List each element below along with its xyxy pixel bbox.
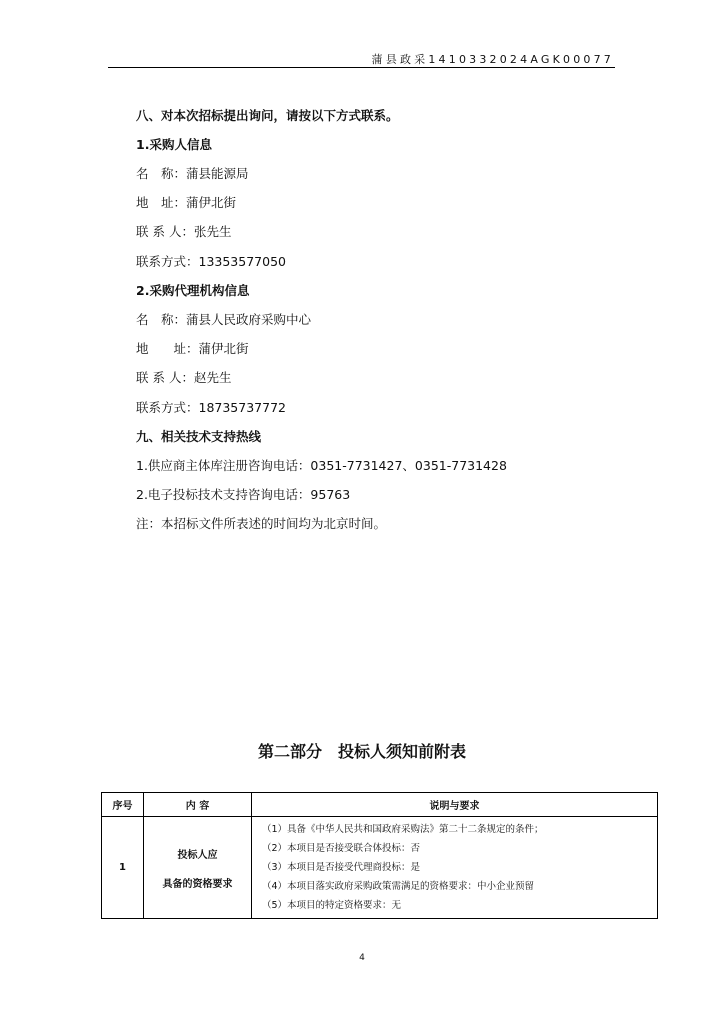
tech-support-hotline: 2.电子投标技术支持咨询电话：95763 [136, 487, 351, 502]
purchaser-address: 地 址：蒲伊北街 [136, 195, 237, 210]
registration-hotline: 1.供应商主体库注册咨询电话：0351-7731427、0351-7731428 [136, 458, 507, 473]
page-number: 4 [359, 953, 365, 963]
header-rule [108, 67, 615, 68]
row-seq: 1 [102, 817, 144, 919]
requirement-1: （1）具备《中华人民共和国政府采购法》第二十二条规定的条件； [262, 824, 544, 835]
purchaser-heading: 1.采购人信息 [136, 137, 212, 152]
requirement-4: （4）本项目落实政府采购政策需满足的资格要求：中小企业预留 [262, 881, 535, 892]
row-content-line2: 具备的资格要求 [162, 878, 233, 890]
agency-name: 名 称：蒲县人民政府采购中心 [136, 312, 312, 327]
purchaser-phone: 联系方式：13353577050 [136, 254, 286, 269]
section9-heading: 九、相关技术支持热线 [136, 429, 262, 444]
purchaser-contact: 联 系 人：张先生 [136, 224, 232, 239]
part-title: 第二部分 投标人须知前附表 [257, 742, 466, 761]
bidder-instructions-table [101, 792, 658, 919]
header-desc: 说明与要求 [252, 793, 658, 817]
document-code: 蒲县政采1410332024AGK00077 [371, 53, 614, 66]
agency-address: 地 址：蒲伊北街 [136, 341, 249, 356]
agency-phone: 联系方式：18735737772 [136, 400, 286, 415]
requirement-2: （2）本项目是否接受联合体投标：否 [262, 843, 421, 854]
requirement-3: （3）本项目是否接受代理商投标：是 [262, 862, 421, 873]
table-header-row [102, 793, 658, 817]
row-desc [252, 817, 658, 919]
section8-heading: 八、对本次招标提出询问，请按以下方式联系。 [136, 108, 399, 123]
agency-contact: 联 系 人：赵先生 [136, 370, 232, 385]
agency-heading: 2.采购代理机构信息 [136, 283, 250, 298]
header-content: 内 容 [144, 793, 252, 817]
requirement-5: （5）本项目的特定资格要求：无 [262, 900, 402, 911]
purchaser-name: 名 称：蒲县能源局 [136, 166, 249, 181]
time-note: 注：本招标文件所表述的时间均为北京时间。 [136, 516, 387, 531]
row-content [144, 817, 252, 919]
row-content-line1: 投标人应 [177, 849, 218, 861]
table-row [102, 817, 658, 919]
header-seq: 序号 [102, 793, 144, 817]
